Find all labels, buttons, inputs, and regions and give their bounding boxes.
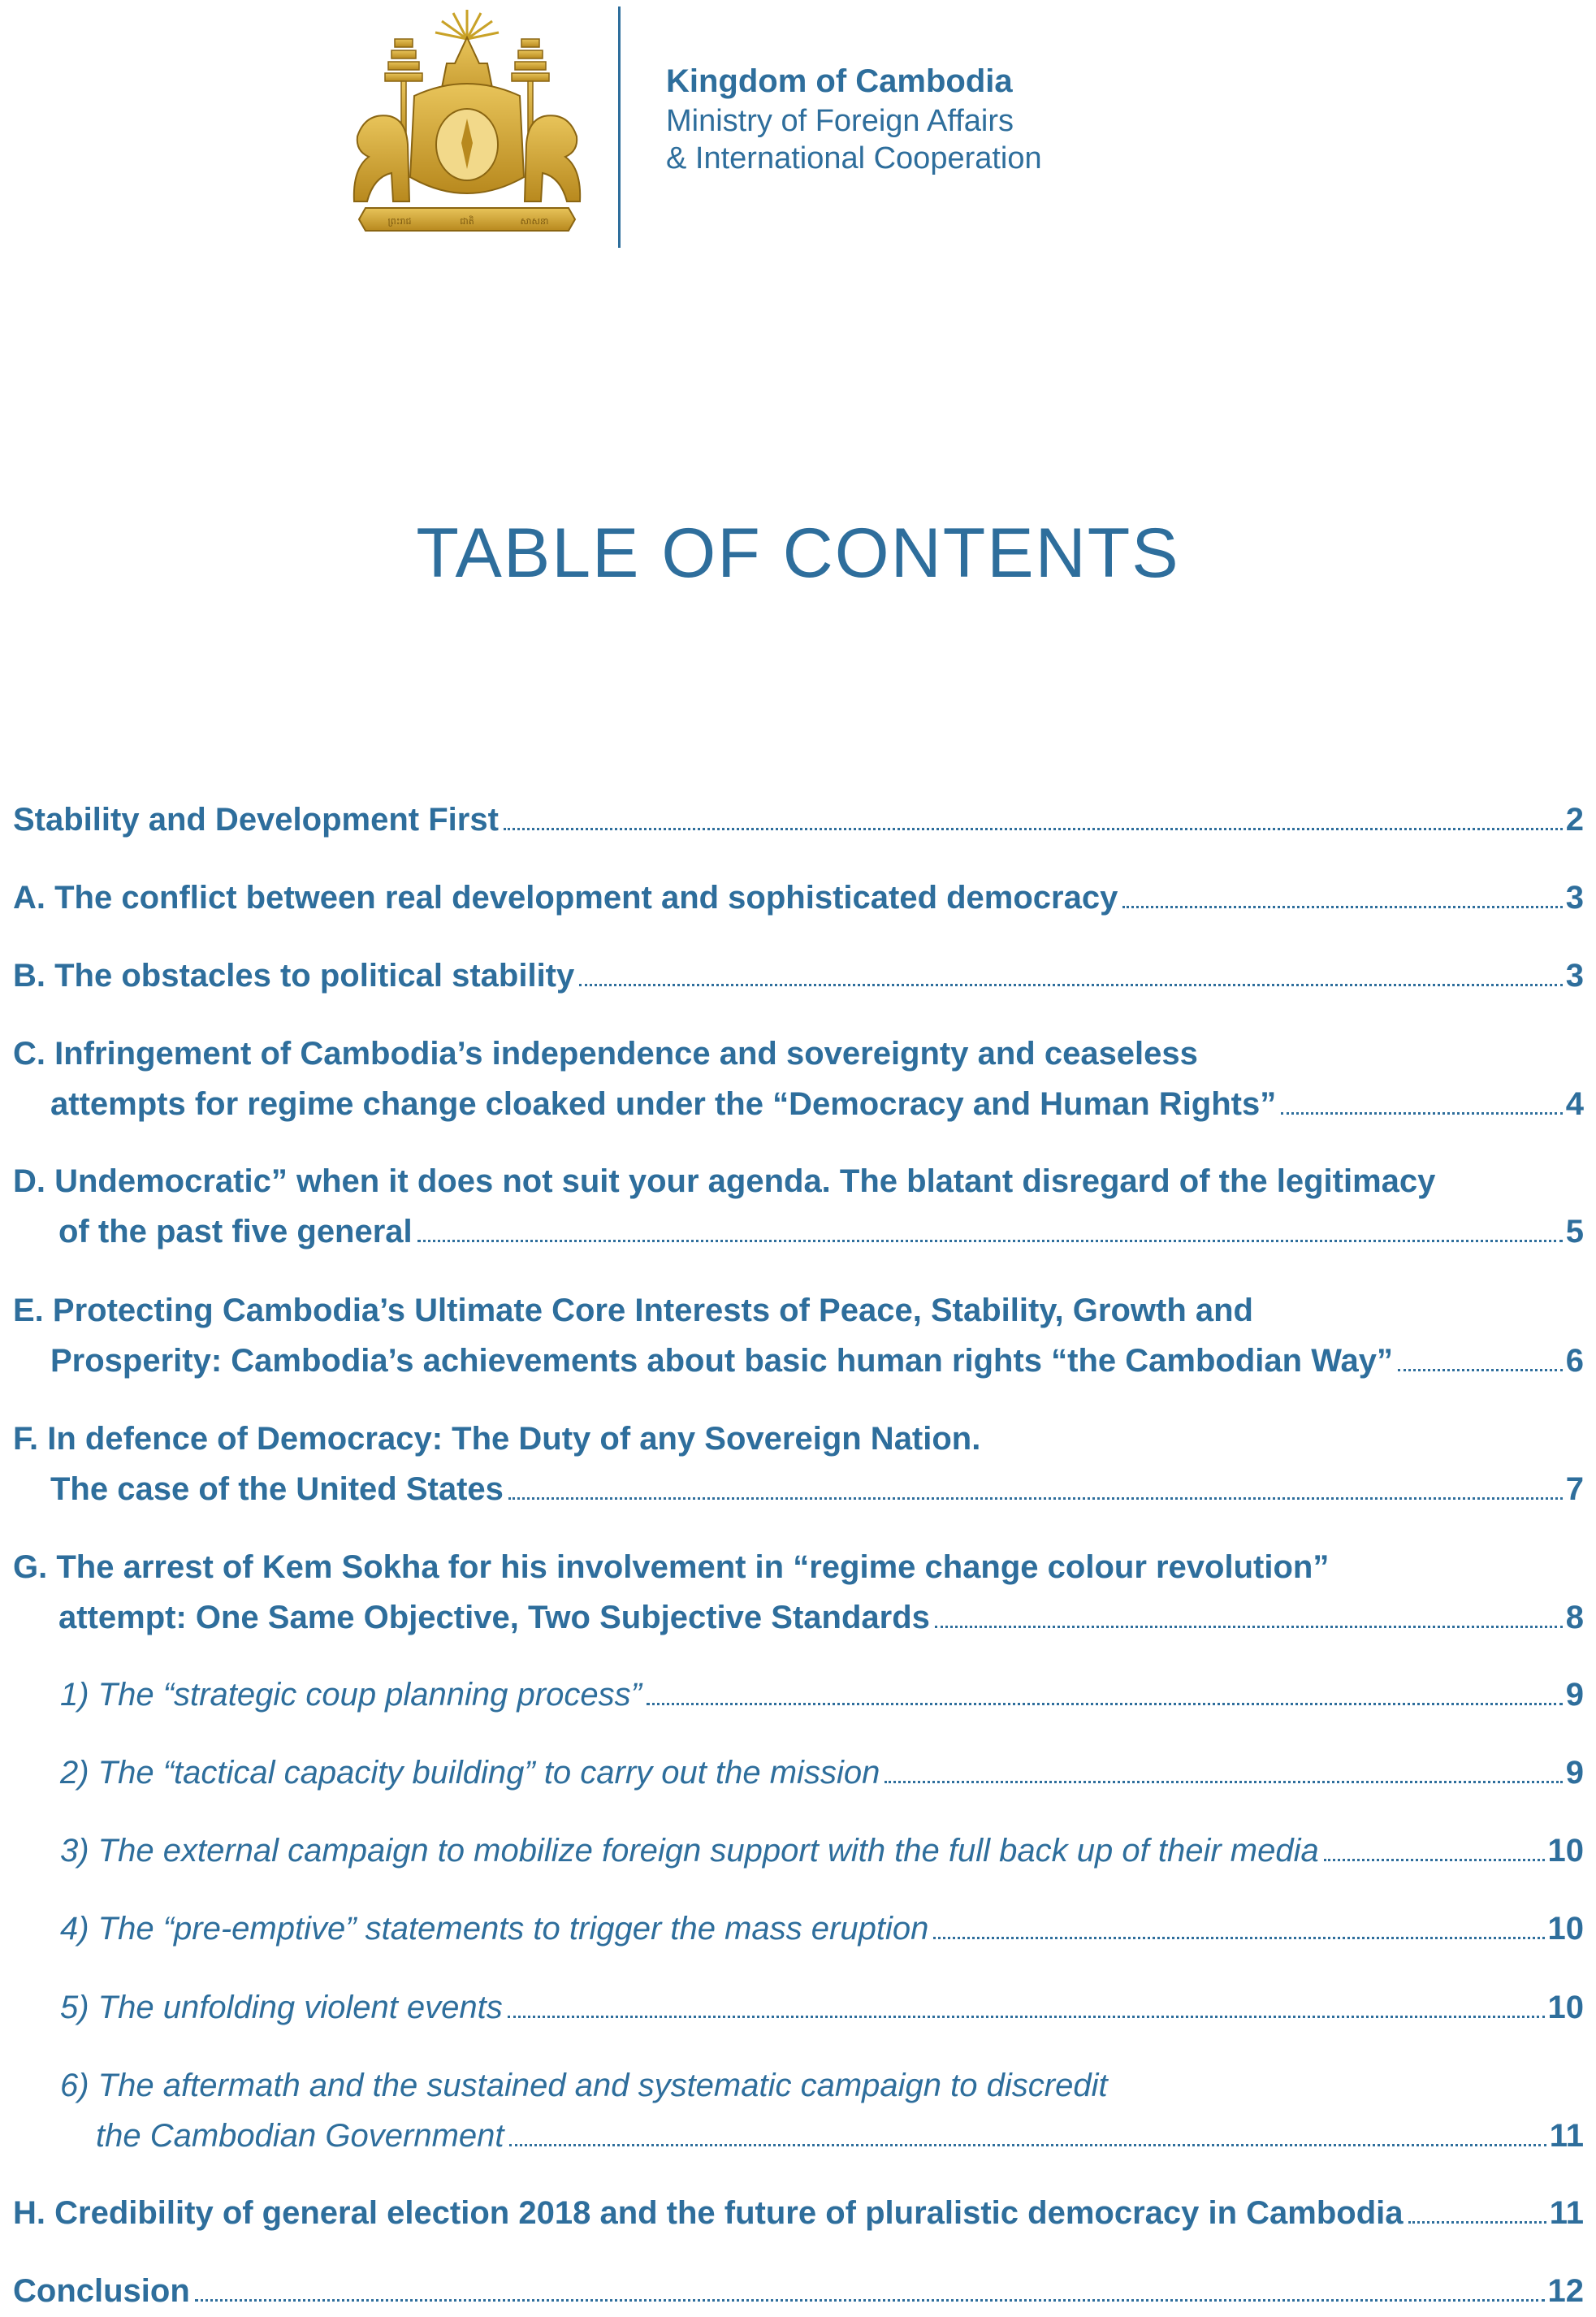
- toc-entry-title: A. The conflict between real development and sophisticated democracy: [13, 880, 1118, 916]
- toc-entry[interactable]: [13, 1029, 1584, 1129]
- toc-leader: [935, 1626, 1563, 1628]
- toc-entry[interactable]: [13, 1156, 1584, 1257]
- toc-entry-title: 6) The aftermath and the sustained and systematic campaign to discredit: [60, 2068, 1108, 2103]
- toc-page-number: 11: [1549, 2118, 1584, 2154]
- toc-leader: [933, 1937, 1544, 1939]
- toc-entry[interactable]: [13, 1414, 1584, 1514]
- toc-entry-title: F. In defence of Democracy: The Duty of any Sovereign Nation.: [13, 1421, 981, 1457]
- toc-entry-title-cont: Prosperity: Cambodia’s achievements about basic human rights “the Cambodian Way”: [50, 1343, 1393, 1379]
- toc-entry-title: E. Protecting Cambodia’s Ultimate Core Interests of Peace, Stability, Growth and: [13, 1293, 1253, 1328]
- toc-page-number: 2: [1565, 802, 1584, 838]
- toc-entry-title: Conclusion: [13, 2273, 190, 2309]
- toc-page-number: 8: [1565, 1600, 1584, 1635]
- toc-leader: [1408, 2221, 1546, 2224]
- ministry-name: Ministry of Foreign Affairs: [666, 104, 1014, 138]
- ministry-name-cont: & International Cooperation: [666, 141, 1042, 175]
- toc-leader: [509, 2144, 1546, 2146]
- page-title: TABLE OF CONTENTS: [416, 514, 1180, 592]
- toc-entry-title: H. Credibility of general election 2018 and the future of pluralistic democracy in Cambodia: [13, 2195, 1404, 2231]
- emblem-motto-left: ព្រះរាជ: [387, 217, 412, 227]
- toc-entry[interactable]: [13, 2266, 1584, 2316]
- toc-entry-title: 2) The “tactical capacity building” to carry out the mission: [60, 1755, 880, 1791]
- toc-leader: [647, 1703, 1563, 1705]
- toc-entry[interactable]: [13, 1542, 1584, 1643]
- header-divider: [618, 6, 621, 248]
- emblem-motto-right: សាសនា: [520, 217, 549, 227]
- toc-page-number: 10: [1547, 1833, 1584, 1869]
- toc-entry-title: B. The obstacles to political stability: [13, 958, 575, 994]
- toc-page-number: 9: [1565, 1677, 1584, 1713]
- toc-entry-title: Stability and Development First: [13, 802, 499, 838]
- toc-entry-title: 5) The unfolding violent events: [60, 1990, 503, 2025]
- toc-page-number: 12: [1547, 2273, 1584, 2309]
- toc-page-number: 5: [1565, 1214, 1584, 1249]
- toc-page-number: 11: [1549, 2195, 1584, 2231]
- toc-page-number: 10: [1547, 1911, 1584, 1947]
- toc-subentry[interactable]: [13, 1670, 1584, 1720]
- toc-entry[interactable]: [13, 2188, 1584, 2238]
- lion-left-icon: [354, 115, 409, 201]
- toc-subentry[interactable]: [13, 1982, 1584, 2033]
- toc-entry-title-cont: the Cambodian Government: [96, 2118, 504, 2154]
- toc-entry-title-cont: attempts for regime change cloaked under the “Democracy and Human Rights”: [50, 1086, 1277, 1122]
- toc-entry-title-cont: The case of the United States: [50, 1471, 504, 1507]
- toc-entry[interactable]: [13, 1285, 1584, 1386]
- toc-subentry[interactable]: [13, 2060, 1584, 2161]
- toc-leader: [1324, 1859, 1545, 1861]
- toc-page-number: 3: [1565, 958, 1584, 994]
- toc-entry[interactable]: [13, 951, 1584, 1001]
- toc-page-number: 4: [1565, 1086, 1584, 1122]
- toc-subentry[interactable]: [13, 1825, 1584, 1876]
- lion-right-icon: [525, 115, 580, 201]
- toc-leader: [1398, 1369, 1563, 1371]
- toc-page-number: 9: [1565, 1755, 1584, 1791]
- toc-entry[interactable]: [13, 873, 1584, 923]
- toc-entry-title: 1) The “strategic coup planning process”: [60, 1677, 642, 1713]
- royal-arms-emblem: [349, 6, 585, 242]
- toc-entry-title: D. Undemocratic” when it does not suit your agenda. The blatant disregard of the legitimacy: [13, 1163, 1436, 1199]
- toc-leader: [885, 1781, 1562, 1783]
- toc-leader: [1122, 906, 1562, 908]
- toc-page-number: 3: [1565, 880, 1584, 916]
- sunburst-icon: [435, 10, 499, 39]
- toc-leader: [504, 828, 1563, 830]
- toc-page-number: 7: [1565, 1471, 1584, 1507]
- toc-leader: [579, 984, 1563, 986]
- toc-entry[interactable]: [13, 795, 1584, 845]
- toc-entry-title: 3) The external campaign to mobilize foreign support with the full back up of their media: [60, 1833, 1319, 1869]
- emblem-motto-center: ជាតិ: [460, 217, 474, 227]
- org-name: Kingdom of Cambodia: [666, 63, 1013, 99]
- toc-entry-title-cont: of the past five general: [58, 1214, 413, 1249]
- toc-leader: [1281, 1112, 1563, 1115]
- toc-leader: [195, 2299, 1545, 2302]
- toc-entry-title: C. Infringement of Cambodia’s independence and sovereignty and ceaseless: [13, 1036, 1198, 1072]
- organization-block: [666, 60, 1042, 177]
- toc-leader: [417, 1240, 1563, 1242]
- toc-entry-title-cont: attempt: One Same Objective, Two Subjective Standards: [58, 1600, 930, 1635]
- toc-entry-title: 4) The “pre-emptive” statements to trigger the mass eruption: [60, 1911, 929, 1947]
- toc-subentry[interactable]: [13, 1747, 1584, 1798]
- toc-leader: [508, 1497, 1563, 1500]
- toc-page-number: 10: [1547, 1990, 1584, 2025]
- toc-entry-title: G. The arrest of Kem Sokha for his involvement in “regime change colour revolution”: [13, 1549, 1330, 1585]
- toc-leader: [508, 2016, 1545, 2018]
- toc-subentry[interactable]: [13, 1903, 1584, 1954]
- toc-page-number: 6: [1565, 1343, 1584, 1379]
